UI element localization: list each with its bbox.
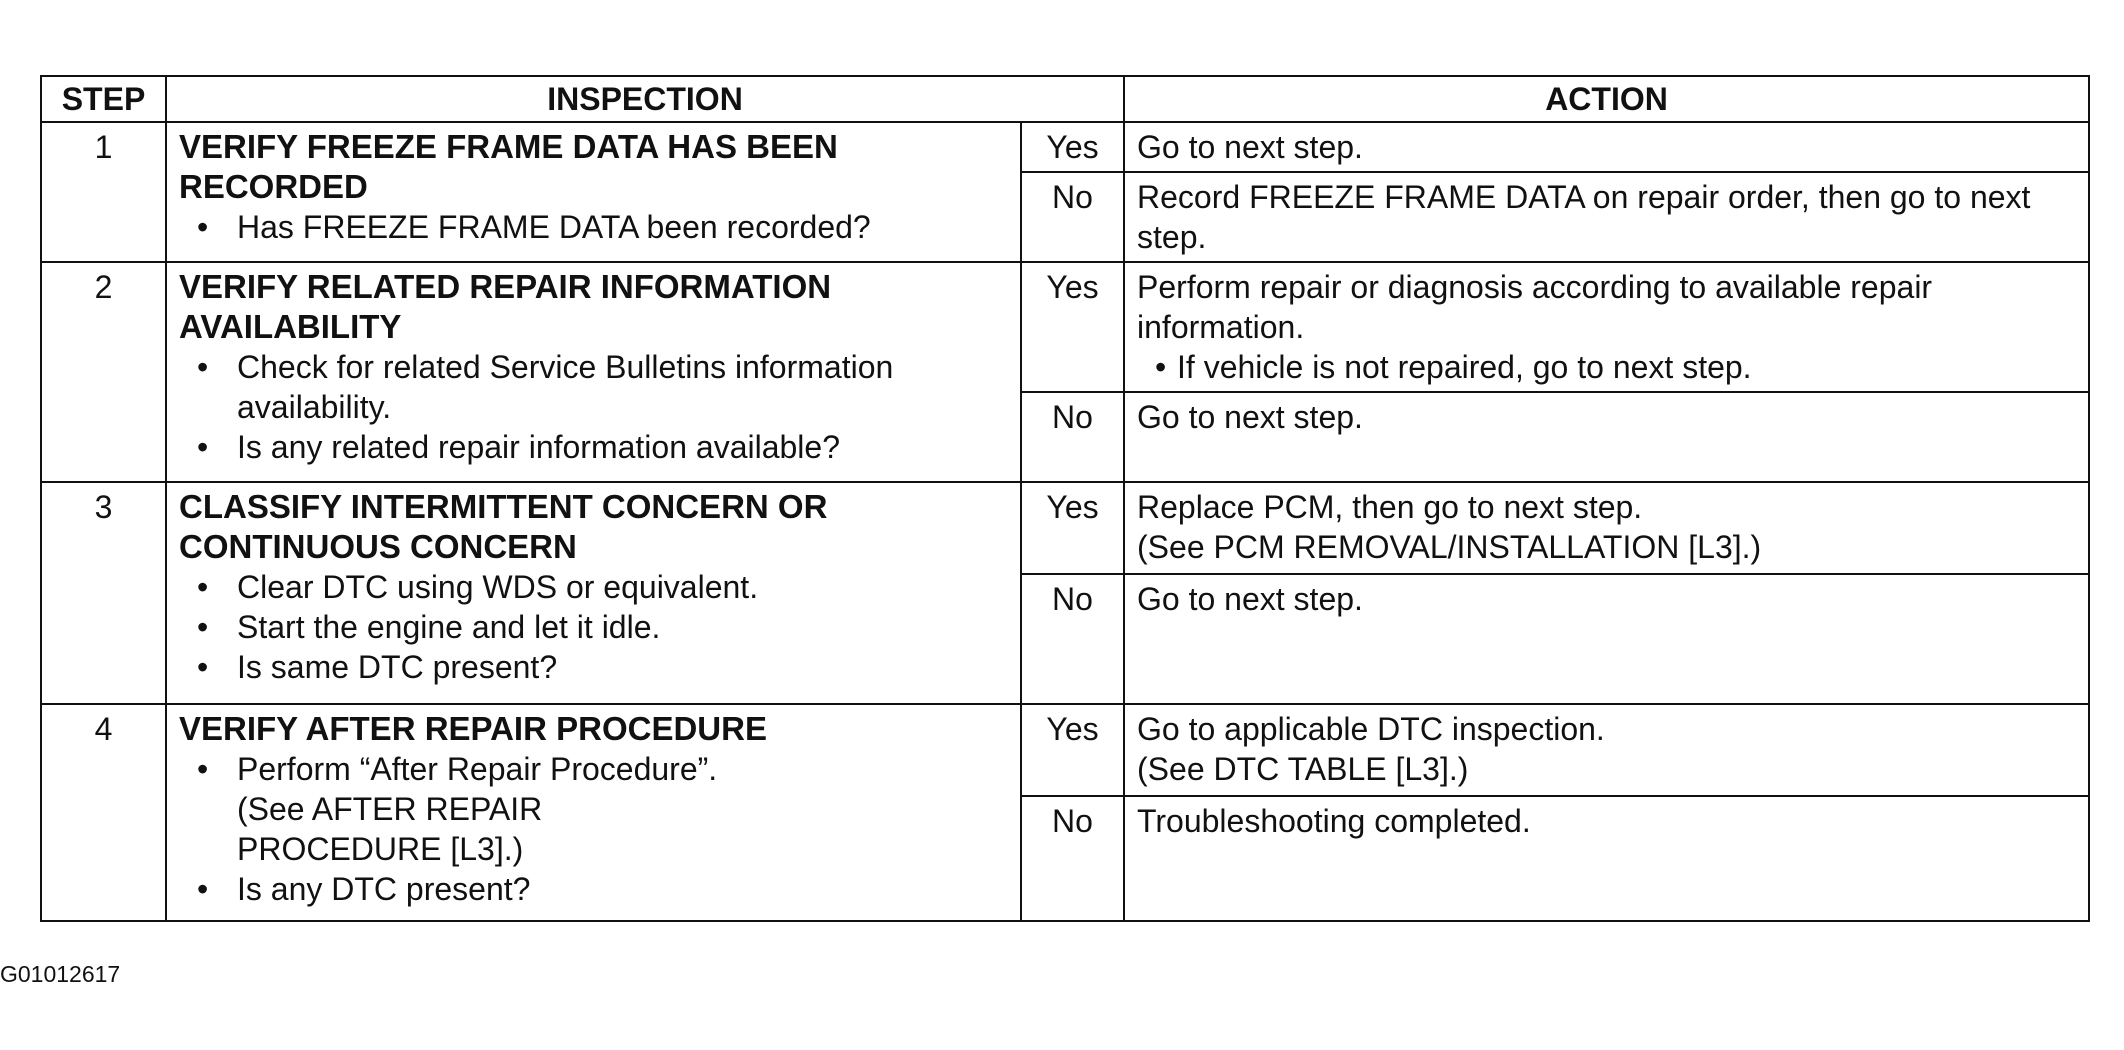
- inspection-note: (See AFTER REPAIR PROCEDURE [L3].): [237, 791, 543, 867]
- no-action: Record FREEZE FRAME DATA on repair order, then go to next step.: [1124, 172, 2089, 262]
- inspection-cell: [166, 482, 1021, 704]
- inspection-title: VERIFY RELATED REPAIR INFORMATION AVAILABILITY: [179, 268, 832, 345]
- yes-label: Yes: [1021, 482, 1124, 574]
- table-row: [41, 704, 2089, 796]
- list-item: • Check for related Service Bulletins information availability.: [179, 347, 1008, 427]
- step-number: 4: [41, 704, 166, 921]
- inspection-cell: [166, 122, 1021, 262]
- yes-action-note: (See DTC TABLE [L3].): [1137, 751, 1469, 787]
- inspection-cell: [166, 704, 1021, 921]
- yes-action: [1124, 482, 2089, 574]
- list-item: • If vehicle is not repaired, go to next step.: [1137, 347, 2076, 387]
- inspection-bullets: [179, 207, 1008, 247]
- list-item: • Clear DTC using WDS or equivalent.: [179, 567, 1008, 607]
- step-number: 3: [41, 482, 166, 704]
- yes-action-note: (See PCM REMOVAL/INSTALLATION [L3].): [1137, 529, 1762, 565]
- step-number: 2: [41, 262, 166, 482]
- list-item: • Has FREEZE FRAME DATA been recorded?: [179, 207, 1008, 247]
- list-item: • Is same DTC present?: [179, 647, 1008, 687]
- figure-id: G01012617: [0, 961, 121, 987]
- list-item: • Start the engine and let it idle.: [179, 607, 1008, 647]
- yes-label: Yes: [1021, 122, 1124, 172]
- inspection-title: CLASSIFY INTERMITTENT CONCERN OR CONTINUOUS CONCERN: [179, 488, 828, 565]
- table-header-row: [41, 76, 2089, 122]
- yes-action: Go to next step.: [1124, 122, 2089, 172]
- table-row: [41, 482, 2089, 574]
- no-action: Go to next step.: [1124, 392, 2089, 482]
- yes-label: Yes: [1021, 704, 1124, 796]
- yes-action-text: Perform repair or diagnosis according to available repair information.: [1137, 269, 1933, 345]
- inspection-title: VERIFY AFTER REPAIR PROCEDURE: [179, 710, 767, 747]
- no-label: No: [1021, 796, 1124, 921]
- no-label: No: [1021, 392, 1124, 482]
- inspection-title: VERIFY FREEZE FRAME DATA HAS BEEN RECORDED: [179, 128, 838, 205]
- yes-label: Yes: [1021, 262, 1124, 392]
- no-label: No: [1021, 574, 1124, 704]
- list-item: • Is any DTC present?: [179, 869, 1008, 909]
- yes-action-text: Replace PCM, then go to next step.: [1137, 489, 1643, 525]
- list-item: • Perform “After Repair Procedure”.: [179, 749, 1008, 789]
- yes-action-text: Go to applicable DTC inspection.: [1137, 711, 1605, 747]
- list-item: • Is any related repair information available?: [179, 427, 1008, 467]
- table-row: [41, 262, 2089, 392]
- inspection-cell: [166, 262, 1021, 482]
- no-label: No: [1021, 172, 1124, 262]
- diagnostic-procedure-table: [40, 75, 2090, 922]
- yes-action: [1124, 704, 2089, 796]
- inspection-bullets: [179, 749, 1008, 789]
- inspection-bullets: [179, 869, 1008, 909]
- no-action: Go to next step.: [1124, 574, 2089, 704]
- step-number: 1: [41, 122, 166, 262]
- yes-action: [1124, 262, 2089, 392]
- header-inspection: INSPECTION: [166, 76, 1124, 122]
- inspection-bullets: [179, 347, 1008, 467]
- header-step: STEP: [41, 76, 166, 122]
- header-action: ACTION: [1124, 76, 2089, 122]
- yes-action-bullets: [1137, 347, 2076, 387]
- inspection-bullets: [179, 567, 1008, 687]
- no-action: Troubleshooting completed.: [1124, 796, 2089, 921]
- table-row: [41, 122, 2089, 172]
